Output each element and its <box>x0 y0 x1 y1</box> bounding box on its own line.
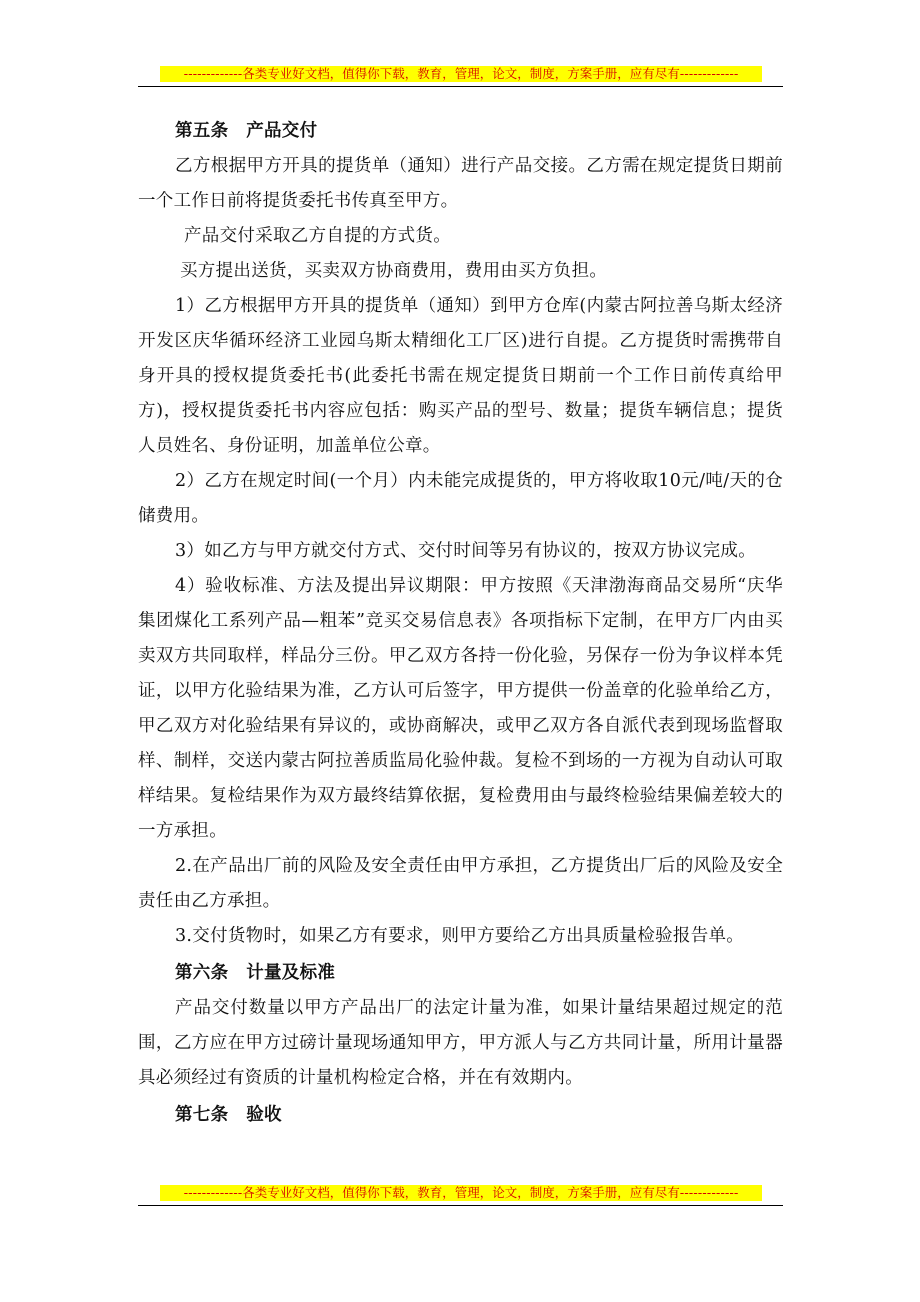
section-5-item-3: 3）如乙方与甲方就交付方式、交付时间等另有协议的，按双方协议完成。 <box>175 541 757 561</box>
section-7-title: 第七条 验收 <box>175 1105 282 1125</box>
document-body <box>138 112 783 1133</box>
section-5-paragraph-1: 乙方根据甲方开具的提货单（通知）进行产品交接。乙方需在规定提货日期前一个工作日前将提货委托书传真至甲方。 <box>138 156 783 211</box>
header-rule <box>138 86 783 87</box>
section-5-title: 第五条 产品交付 <box>175 121 318 141</box>
section-5-item-1: 1）乙方根据甲方开具的提货单（通知）到甲方仓库(内蒙古阿拉善乌斯太经济开发区庆华循环经济工业园乌斯太精细化工厂区)进行自提。乙方提货时需携带自身开具的授权提货委托书(此委托书需在规定提货日期前一个工作日前传真给甲方)，授权提货委托书内容应包括：购买产品的型号、数量；提货车辆信息；提货人员姓名、身份证明，加盖单位公章。 <box>138 296 783 456</box>
section-6-paragraph-1: 产品交付数量以甲方产品出厂的法定计量为准，如果计量结果超过规定的范围，乙方应在甲方过磅计量现场通知甲方，甲方派人与乙方共同计量，所用计量器具必须经过有资质的计量机构检定合格，并在有效期内。 <box>138 998 783 1088</box>
footer-rule <box>138 1205 783 1206</box>
section-5-clause-3: 3.交付货物时，如果乙方有要求，则甲方要给乙方出具质量检验报告单。 <box>175 926 745 946</box>
header-banner: -------------各类专业好文档，值得你下载，教育，管理，论文，制度，方案手册，应有尽有------------- <box>160 66 762 82</box>
section-5-paragraph-2: 产品交付采取乙方自提的方式货。 <box>184 226 451 246</box>
section-5-paragraph-3: 买方提出送货，买卖双方协商费用，费用由买方负担。 <box>180 261 608 281</box>
footer-banner: -------------各类专业好文档，值得你下载，教育，管理，论文，制度，方案手册，应有尽有------------- <box>160 1185 762 1201</box>
section-5-item-2: 2）乙方在规定时间(一个月）内未能完成提货的，甲方将收取10元/吨/天的仓储费用。 <box>138 471 783 526</box>
section-5-item-4: 4）验收标准、方法及提出异议期限：甲方按照《天津渤海商品交易所“庆华集团煤化工系列产品—粗苯”竞买交易信息表》各项指标下定制，在甲方厂内由买卖双方共同取样，样品分三份。甲乙双方各持一份化验，另保存一份为争议样本凭证，以甲方化验结果为准，乙方认可后签字，甲方提供一份盖章的化验单给乙方，甲乙双方对化验结果有异议的，或协商解决，或甲乙双方各自派代表到现场监督取样、制样，交送内蒙古阿拉善质监局化验仲裁。复检不到场的一方视为自动认可取样结果。复检结果作为双方最终结算依据，复检费用由与最终检验结果偏差较大的一方承担。 <box>138 576 783 841</box>
section-5-clause-2: 2.在产品出厂前的风险及安全责任由甲方承担，乙方提货出厂后的风险及安全责任由乙方承担。 <box>138 856 783 911</box>
section-6-title: 第六条 计量及标准 <box>175 963 336 983</box>
